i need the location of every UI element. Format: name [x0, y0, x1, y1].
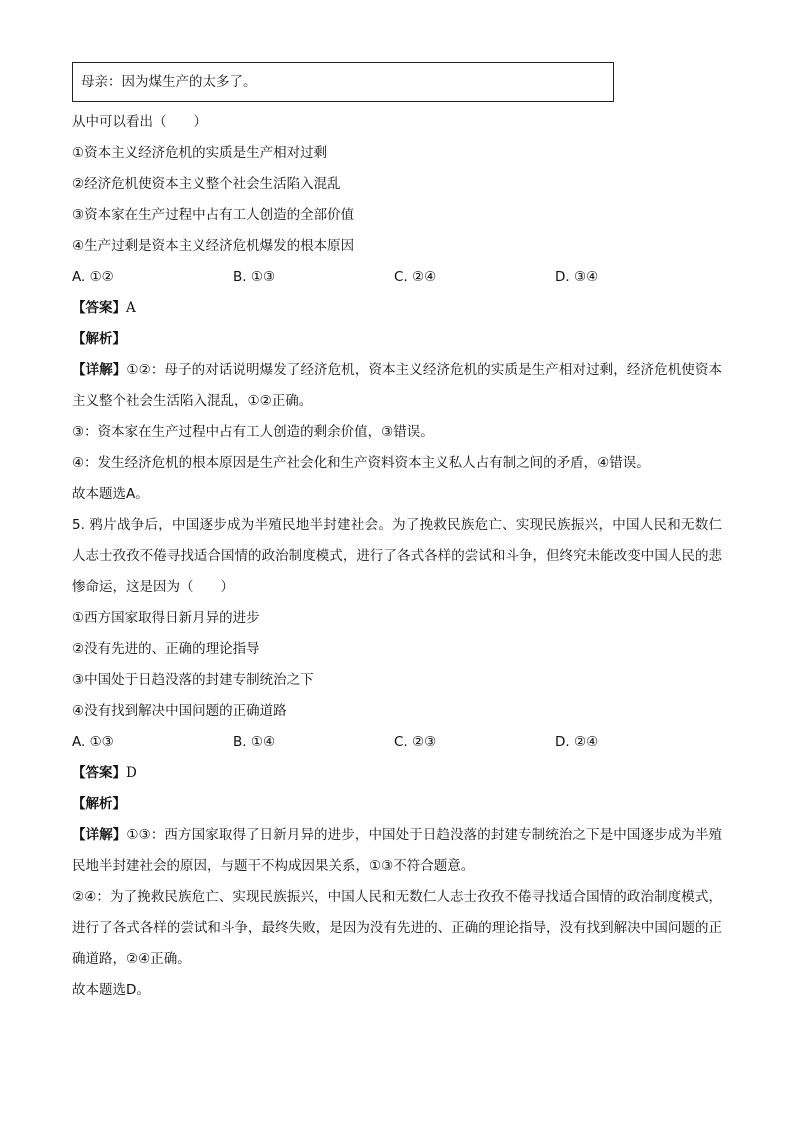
quoted-dialogue-box — [72, 62, 614, 102]
q4-item-1: ①资本主义经济危机的实质是生产相对过剩 — [72, 145, 328, 161]
analysis-tag: 【解析】 — [72, 331, 126, 347]
q5-analysis — [72, 789, 722, 820]
q5-conclusion: 故本题选D。 — [72, 982, 150, 998]
q4-option-b: B. ①③ — [233, 269, 276, 285]
q4-analysis — [72, 324, 722, 355]
answer-tag: 【答案】 — [72, 300, 126, 316]
q4-item-2: ②经济危机使资本主义整个社会生活陷入混乱 — [72, 176, 341, 192]
q5-item-3: ③中国处于日趋没落的封建专制统治之下 — [72, 672, 314, 688]
q5-detail-2: ②④：为了挽救民族危亡、实现民族振兴，中国人民和无数仁人志士孜孜不倦寻找适合国情的政治制度模式，进行了各式各样的尝试和斗争，最终失败，是因为没有先进的、正确的理论指导，没有找到解决中国问题的正确道路，②④正确。 — [72, 889, 722, 967]
detail-tag: 【详解】 — [72, 827, 127, 843]
q4-answer — [72, 293, 722, 324]
q5-options — [72, 727, 722, 758]
q5-stem: 5. 鸦片战争后，中国逐步成为半殖民地半封建社会。为了挽救民族危亡、实现民族振兴，中国人民和无数仁人志士孜孜不倦寻找适合国情的政治制度模式，进行了各式各样的尝试和斗争，但终究未能改变中国人民的悲惨命运，这是因为（ ） — [72, 517, 722, 595]
dialogue-text: 母亲：因为煤生产的太多了。 — [81, 74, 257, 90]
q5-item-1: ①西方国家取得日新月异的进步 — [72, 610, 260, 626]
analysis-tag: 【解析】 — [72, 796, 126, 812]
detail-text: ①②：母子的对话说明爆发了经济危机，资本主义经济危机的实质是生产相对过剩，经济危机使资本主义整个社会生活陷入混乱，①②正确。 — [72, 362, 723, 409]
q5-option-c: C. ②③ — [394, 734, 437, 750]
q4-item-3: ③资本家在生产过程中占有工人创造的全部价值 — [72, 207, 355, 223]
q4-detail-1 — [72, 355, 722, 417]
q4-option-d: D. ③④ — [555, 269, 599, 285]
q4-option-c: C. ②④ — [394, 269, 437, 285]
q5-option-a: A. ①③ — [72, 734, 114, 750]
q5-item-2: ②没有先进的、正确的理论指导 — [72, 641, 260, 657]
q4-stem: 从中可以看出（ ） — [72, 114, 207, 130]
detail-tag: 【详解】 — [72, 362, 127, 378]
answer-value: A — [126, 300, 136, 316]
q4-detail-2: ③：资本家在生产过程中占有工人创造的剩余价值，③错误。 — [72, 424, 434, 440]
q4-option-a: A. ①② — [72, 269, 114, 285]
answer-value: D — [126, 765, 137, 781]
q5-option-b: B. ①④ — [233, 734, 276, 750]
document-page — [72, 62, 722, 1006]
q5-option-d: D. ②④ — [555, 734, 599, 750]
detail-text: ①③：西方国家取得了日新月异的进步，中国处于日趋没落的封建专制统治之下是中国逐步成为半殖民地半封建社会的原因，与题干不构成因果关系，①③不符合题意。 — [72, 827, 723, 874]
q5-item-4: ④没有找到解决中国问题的正确道路 — [72, 703, 287, 719]
q5-detail-1 — [72, 820, 722, 882]
q4-conclusion: 故本题选A。 — [72, 486, 149, 502]
q5-answer — [72, 758, 722, 789]
q4-detail-3: ④：发生经济危机的根本原因是生产社会化和生产资料资本主义私人占有制之间的矛盾，④错误。 — [72, 455, 650, 471]
answer-tag: 【答案】 — [72, 765, 126, 781]
q4-item-4: ④生产过剩是资本主义经济危机爆发的根本原因 — [72, 238, 355, 254]
q4-options — [72, 262, 722, 293]
